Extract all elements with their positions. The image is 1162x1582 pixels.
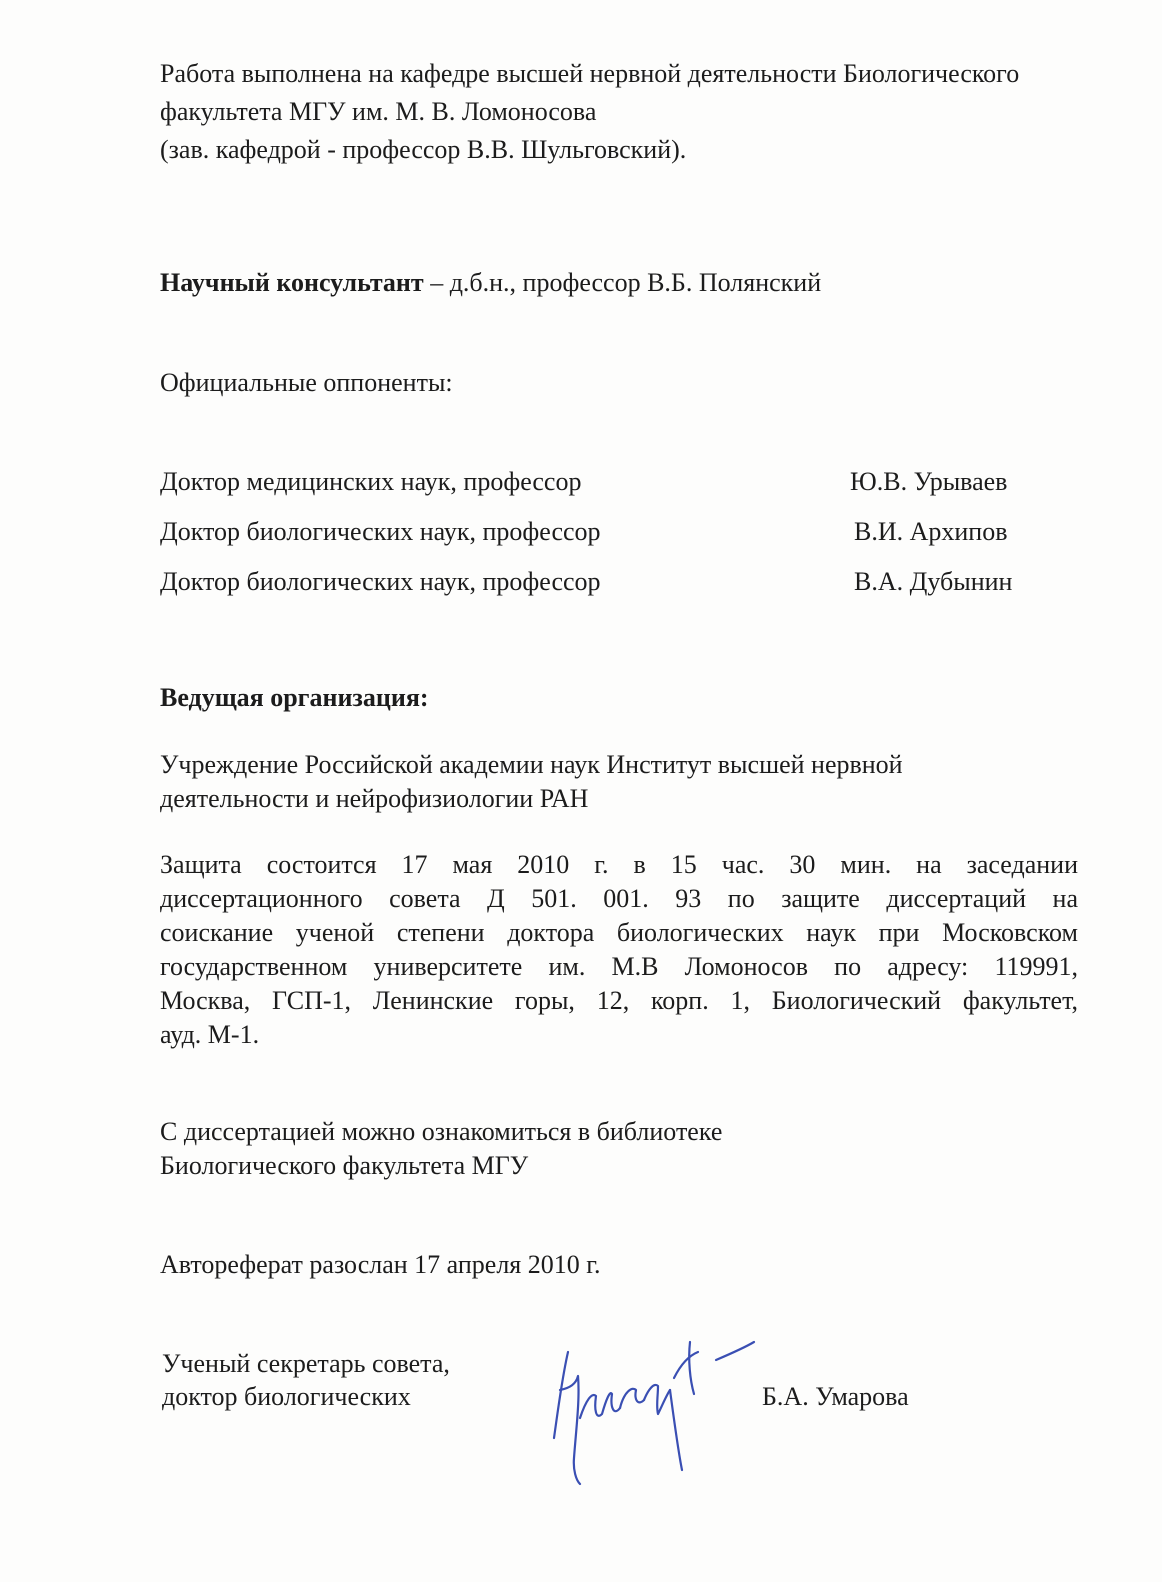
opponent-name-2: В.И. Архипов (854, 517, 1008, 546)
secretary-line-1: Ученый секретарь совета, (162, 1349, 450, 1378)
consultant-line (160, 266, 821, 300)
header-line-2: факультета МГУ им. М. В. Ломоносова (160, 97, 597, 126)
defense-line-4: государственном университете им. М.В Ломоносов по адресу: 119991, (160, 952, 1078, 981)
opponent-title-1: Доктор медицинских наук, профессор (160, 467, 582, 496)
leading-org-heading: Ведущая организация: (160, 683, 429, 712)
opponent-name-1: Ю.В. Урываев (850, 467, 1008, 496)
consultant-value: – д.б.н., профессор В.Б. Полянский (423, 268, 822, 297)
defense-paragraph (160, 848, 1078, 1052)
library-line-1: С диссертацией можно ознакомиться в библиотеке (160, 1117, 723, 1146)
opponent-title-2: Доктор биологических наук, профессор (160, 517, 601, 546)
opponent-title-3: Доктор биологических наук, профессор (160, 567, 601, 596)
defense-line-2: диссертационного совета Д 501. 001. 93 по защите диссертаций на (160, 884, 1078, 913)
leading-org-line-1: Учреждение Российской академии наук Институт высшей нервной (160, 750, 903, 779)
secretary-line-2: доктор биологических (162, 1382, 411, 1411)
signature-image (540, 1330, 770, 1500)
leading-org-line-2: деятельности и нейрофизиологии РАН (160, 784, 589, 813)
secretary-name: Б.А. Умарова (762, 1382, 909, 1411)
mailed-line: Автореферат разослан 17 апреля 2010 г. (160, 1250, 601, 1279)
defense-line-6: ауд. М-1. (160, 1020, 260, 1049)
library-line-2: Биологического факультета МГУ (160, 1151, 529, 1180)
defense-line-3: соискание ученой степени доктора биологических наук при Московском (160, 918, 1078, 947)
header-line-3: (зав. кафедрой - профессор В.В. Шульговский). (160, 135, 687, 164)
consultant-label: Научный консультант (160, 268, 424, 297)
opponents-heading: Официальные оппоненты: (160, 368, 453, 397)
defense-line-1: Защита состоится 17 мая 2010 г. в 15 час. 30 мин. на заседании (160, 850, 1078, 879)
opponent-name-3: В.А. Дубынин (854, 567, 1013, 596)
header-line-1: Работа выполнена на кафедре высшей нервной деятельности Биологического (160, 59, 1020, 88)
defense-line-5: Москва, ГСП-1, Ленинские горы, 12, корп. 1, Биологический факультет, (160, 986, 1078, 1015)
